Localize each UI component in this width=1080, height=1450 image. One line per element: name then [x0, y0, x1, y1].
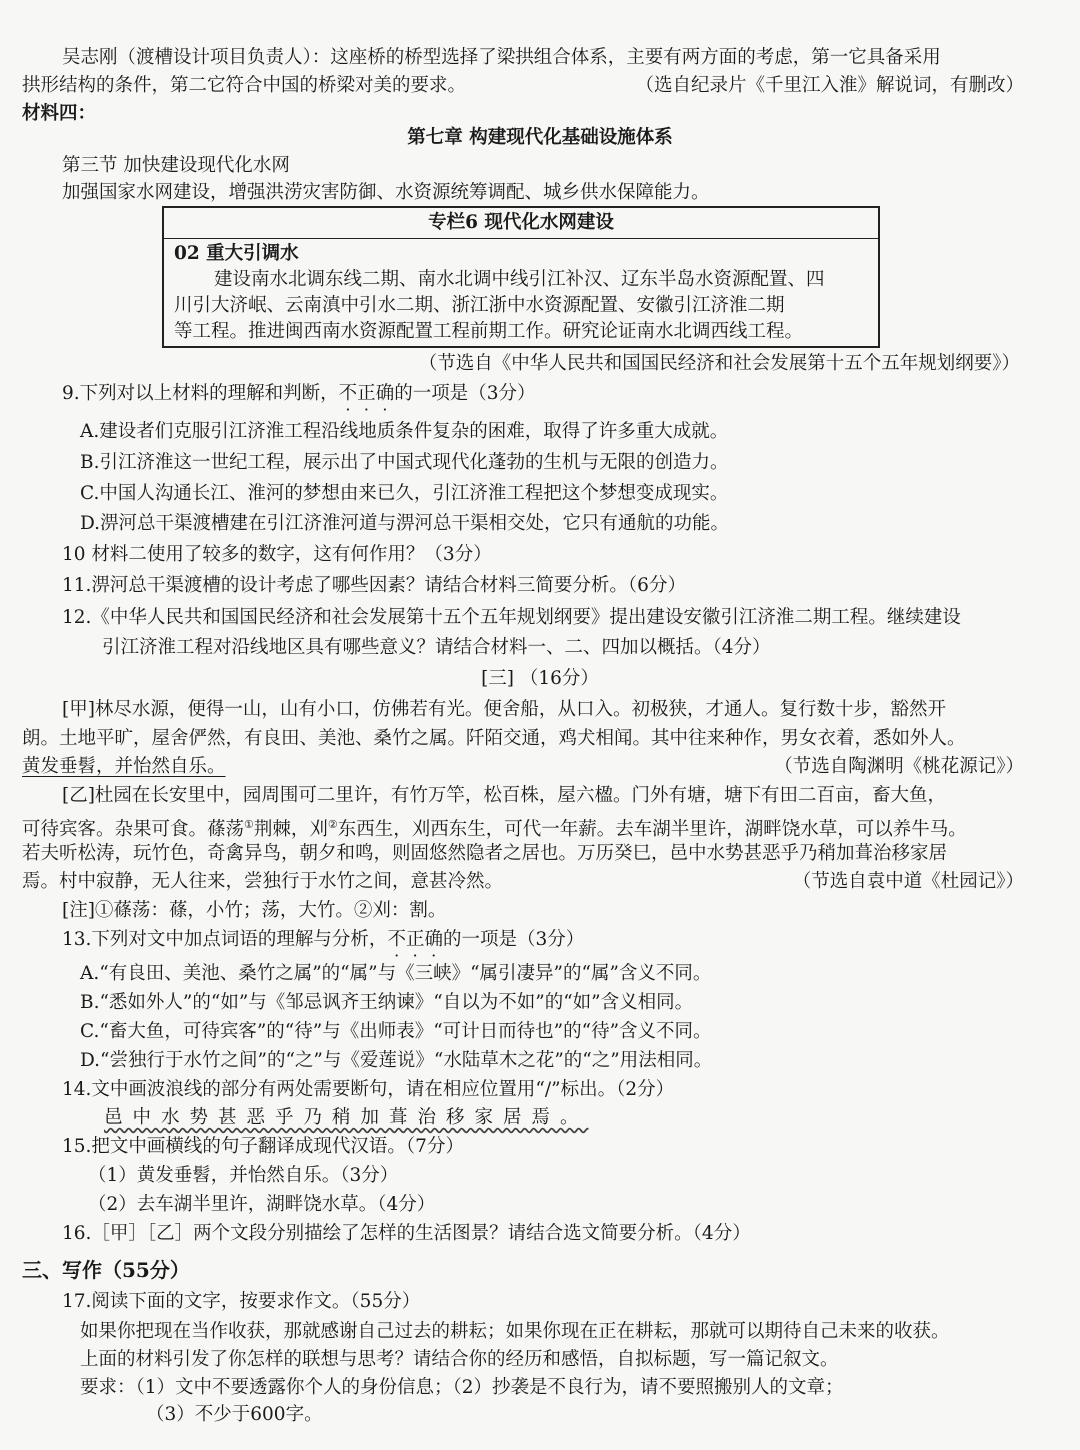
material-four-label: 材料四：	[22, 103, 97, 124]
passage-jia-line-3	[22, 755, 226, 779]
passage-yi-line-2	[22, 813, 967, 842]
underlined-sentence: 黄发垂髫，并怡然自乐。	[22, 756, 226, 777]
footnote-marker: ①	[244, 818, 254, 831]
interview-line-1: 吴志刚（渡槽设计项目负责人）：这座桥的桥型选择了梁拱组合体系，主要有两方面的考虑，第一它具备采用	[62, 47, 941, 68]
wavy-underlined-sentence: 邑中水势甚恶乎乃稍加葺治移家居焉。	[104, 1107, 589, 1128]
plan-source: （节选自《中华人民共和国国民经济和社会发展第十五个五年规划纲要》）	[418, 353, 1020, 374]
interview-line-2: 拱形结构的条件，第二它符合中国的桥梁对美的要求。	[22, 75, 467, 96]
column-box-header: 专栏6 现代化水网建设	[164, 208, 878, 239]
passage-jia-line-1: [甲]林尽水源，便得一山，山有小口，仿佛若有光。便舍船，从口入。初极狭，才通人。复行数十步，豁然开	[62, 699, 946, 720]
question-14-sentence	[104, 1106, 589, 1130]
footnote-marker: ②	[327, 818, 338, 831]
annotation-note: [注]①蓧荡：蓧，小竹；荡，大竹。②刈：割。	[62, 900, 447, 921]
q9-option-c: C.中国人沟通长江、淮河的梦想由来已久，引江济淮工程把这个梦想变成现实。	[80, 483, 729, 504]
writing-prompt-2: 上面的材料引发了你怎样的联想与思考？请结合你的经历和感悟，自拟标题，写一篇记叙文。	[80, 1349, 839, 1370]
question-11: 11.淠河总干渠渡槽的设计考虑了哪些因素？请结合材料三简要分析。（6分）	[62, 575, 686, 596]
part-three-heading: [三] （16分）	[481, 668, 599, 689]
passage-yi-source: （节选自袁中道《杜园记》）	[792, 871, 1024, 892]
interview-source: （选自纪录片《千里江入淮》解说词，有删改）	[635, 75, 1024, 96]
chapter-title: 第七章 构建现代化基础设施体系	[407, 127, 673, 148]
q9-option-a: A.建设者们克服引江济淮工程沿线地质条件复杂的困难，取得了许多重大成就。	[80, 421, 729, 442]
emphasis-char: 确	[424, 929, 443, 950]
question-15-item-1: （1）黄发垂髫，并怡然自乐。（3分）	[88, 1165, 399, 1186]
question-13-post: 的一项是（3分）	[442, 929, 585, 950]
passage-yi-text: 可待宾客。杂果可食。蓧荡	[22, 819, 245, 841]
writing-requirements-2: （3）不少于600字。	[146, 1404, 323, 1425]
column-box-line: 等工程。推进闽西南水资源配置工程前期工作。研究论证南水北调西线工程。	[174, 321, 804, 342]
question-12-line-1: 12.《中华人民共和国国民经济和社会发展第十五个五年规划纲要》提出建设安徽引江济淮二期工程。继续建设	[62, 607, 961, 628]
column-box-subtitle: 02 重大引调水	[174, 243, 299, 264]
emphasis-char: 不	[338, 383, 358, 404]
passage-jia-source: （节选自陶渊明《桃花源记》）	[774, 756, 1024, 777]
writing-heading: 三、写作（55分）	[22, 1258, 190, 1282]
emphasis-char: 确	[375, 383, 395, 404]
question-17: 17.阅读下面的文字，按要求作文。（55分）	[62, 1291, 421, 1312]
question-16: 16.［甲］［乙］两个文段分别描绘了怎样的生活图景？请结合选文简要分析。（4分）	[62, 1223, 751, 1244]
question-13-pre: 13.下列对文中加点词语的理解与分析，	[62, 929, 388, 950]
passage-yi-text: 荆棘，刈	[253, 819, 328, 841]
q9-option-d: D.淠河总干渠渡槽建在引江济淮河道与淠河总干渠相交处，它只有通航的功能。	[80, 513, 730, 534]
question-13	[62, 928, 584, 952]
passage-yi-text: 东西生，刈西东生，可代一年薪。去车湖半里许，湖畔饶水草，可以养牛马。	[337, 819, 967, 841]
question-15: 15.把文中画横线的句子翻译成现代汉语。（7分）	[62, 1136, 464, 1157]
emphasis-char: 不	[387, 929, 406, 950]
column-box-line: 建设南水北调东线二期、南水北调中线引江补汉、辽东半岛水资源配置、四	[214, 269, 825, 290]
section-intro: 加强国家水网建设，增强洪涝灾害防御、水资源统筹调配、城乡供水保障能力。	[62, 182, 710, 203]
passage-yi-line-3: 若夫听松涛，玩竹色，奇禽异鸟，朝夕和鸣，则固悠然隐者之居也。万历癸巳，邑中水势甚恶乎乃稍加葺治移家居	[22, 843, 948, 864]
emphasis-char: 正	[405, 929, 425, 950]
q13-option-a: A.“有良田、美池、桑竹之属”的“属”与《三峡》“属引凄异”的“属”含义不同。	[80, 963, 712, 984]
q9-option-b: B.引江济淮这一世纪工程，展示出了中国式现代化蓬勃的生机与无限的创造力。	[80, 452, 729, 473]
q13-option-c: C.“畜大鱼，可待宾客”的“待”与《出师表》“可计日而待也”的“待”含义不同。	[80, 1021, 712, 1042]
question-9-pre: 9.下列对以上材料的理解和判断，	[62, 383, 339, 404]
question-14: 14.文中画波浪线的部分有两处需要断句，请在相应位置用“/”标出。（2分）	[62, 1079, 675, 1100]
q13-option-d: D.“尝独行于水竹之间”的“之”与《爱莲说》“水陆草木之花”的“之”用法相同。	[80, 1050, 713, 1071]
section-title: 第三节 加快建设现代化水网	[62, 155, 290, 176]
question-12-line-2: 引江济淮工程对沿线地区具有哪些意义？请结合材料一、二、四加以概括。（4分）	[102, 637, 771, 658]
emphasis-char: 正	[357, 383, 376, 404]
passage-yi-line-4: 焉。村中寂静，无人往来，尝独行于水竹之间，意甚冷然。	[22, 871, 504, 892]
passage-yi-line-1: [乙]杜园在长安里中，园周围可二里许，有竹万竿，松百株，屋六楹。门外有塘，塘下有田二百亩，畜大鱼，	[62, 785, 946, 806]
question-10: 10 材料二使用了较多的数字，这有何作用？（3分）	[62, 544, 492, 565]
writing-prompt-1: 如果你把现在当作收获，那就感谢自己过去的耕耘；如果你现在正在耕耘，那就可以期待自己未来的收获。	[80, 1321, 950, 1342]
column-box-line: 川引大济岷、云南滇中引水二期、浙江浙中水资源配置、安徽引江济淮二期	[174, 295, 785, 316]
q13-option-b: B.“悉如外人”的“如”与《邹忌讽齐王纳谏》“自以为不如”的“如”含义相同。	[80, 992, 694, 1013]
writing-requirements-1: 要求：（1）文中不要透露你个人的身份信息；（2）抄袭是不良行为，请不要照搬别人的文章；	[80, 1377, 844, 1398]
question-15-item-2: （2）去车湖半里许，湖畔饶水草。（4分）	[88, 1194, 436, 1215]
column-box	[162, 206, 880, 348]
question-9	[62, 382, 535, 406]
passage-jia-line-2: 朗。土地平旷，屋舍俨然，有良田、美池、桑竹之属。阡陌交通，鸡犬相闻。其中往来种作，男女衣着，悉如外人。	[22, 728, 966, 749]
question-9-post: 的一项是（3分）	[394, 383, 536, 404]
